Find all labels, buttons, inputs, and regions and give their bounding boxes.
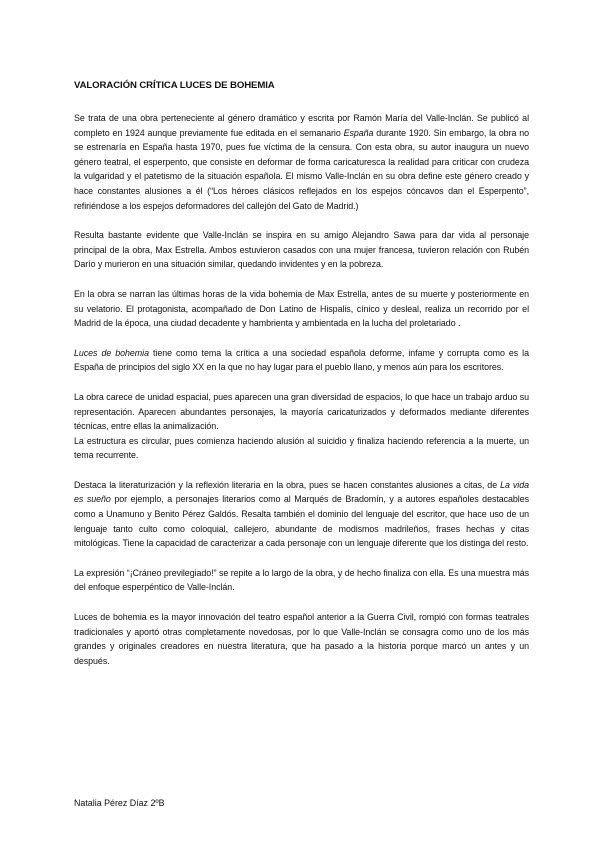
document-title: VALORACIÓN CRÍTICA LUCES DE BOHEMIA xyxy=(74,80,275,91)
paragraph-expression: La expresión “¡Cráneo previlegiado!” se repite a lo largo de la obra, y de hecho finaliza con ella. Es una muestra más del enfoque esperpéntico de Valle-Inclán. xyxy=(74,567,529,593)
italic-text: Luces de bohemia xyxy=(74,347,149,358)
paragraph-plot: En la obra se narran las últimas horas de la vida bohemia de Max Estrella, antes de su muerte y posteriormente en su velatorio. El protagonista, acompañado de Don Latino de Hispalis, cínico y desleal, realiza un recorrido por el Madrid de la época, una ciudad decadente y hambrienta y ambientada en la lucha del proletariado . xyxy=(74,288,529,329)
paragraph-introduction xyxy=(74,111,529,213)
italic-text: España xyxy=(343,127,374,138)
paragraph-text: Se trata de una obra perteneciente al género dramático y escrita por Ramón María del Valle-Inclán. Se publicó al completo en 1924 aunque previamente fue editada en el semanario xyxy=(74,113,529,138)
document-body xyxy=(74,80,529,683)
italic-text: La vida es sueño xyxy=(74,479,529,505)
paragraph-text: por ejemplo, a personajes literarios como al Marqués de Bradomín, y a autores españoles destacables como a Unamuno y Benito Pérez Galdós. Resalta también el dominio del lenguaje del escritor, que hace uso de un lenguaje tanto culto como coloquial, callejero, abundante de modismos madrileños, frases hechas y citas mitológicas. Tiene la capacidad de caracterizar a cada personaje con un lenguaje diferente que los distinga del resto. xyxy=(74,494,529,549)
paragraph-inspiration: Resulta bastante evidente que Valle-Inclán se inspira en su amigo Alejandro Sawa para dar vida al personaje principal de la obra, Max Estrella. Ambos estuvieron casados con una mujer francesa, tuvieron relación con Rubén Darío y murieron en una situación similar, quedando invidentes y en la pobreza. xyxy=(74,230,529,270)
paragraph-conclusion: Luces de bohemia es la mayor innovación del teatro español anterior a la Guerra Civil, rompió con formas teatrales tradicionales y aportó otras completamente novedosas, por lo que Valle-Inclán se consagra como uno de los más grandes y originales creadores en nuestra literatura, que ha pasado a la historia porque marcó un antes y un después. xyxy=(74,612,529,666)
paragraph-language xyxy=(74,478,529,551)
paragraph-space: La obra carece de unidad espacial, pues aparecen una gran diversidad de espacios, lo que hace un trabajo arduo su representación. Aparecen abundantes personajes, la mayoría caricaturizados y deformados mediante diferentes técnicas, entre ellas la animalización. xyxy=(74,391,529,432)
footer-author: Natalia Pérez Díaz 2ºB xyxy=(74,798,165,808)
paragraph-text: durante 1920. Sin embargo, la obra no se estrenaría en España hasta 1970, pues fue víctima de la censura. Con esta obra, su autor inaugura un nuevo género teatral, el esperpento, que consiste en deformar de forma caricaturesca la realidad para criticar con crudeza la vulgaridad y el patetismo de la situación española. El mismo Valle-Inclán en su obra define este género creado y hace constantes alusiones a él (“Los héroes clásicos reflejados en los espejos cóncavos dan el Esperpento”, refiriéndose a los espejos deformadores del callejón del Gato de Madrid.) xyxy=(74,127,529,211)
paragraph-text: tiene como tema la crítica a una sociedad española deforme, infame y corrupta como es la España de principios del siglo XX en la que no hay lugar para el pueblo llano, y menos aún para los escritores. xyxy=(74,347,529,373)
paragraph-theme xyxy=(74,346,529,375)
paragraph-structure: La estructura es circular, pues comienza haciendo alusión al suicidio y finaliza haciendo referencia a la muerte, un tema recurrente. xyxy=(74,435,529,461)
paragraph-text: Destaca la literaturización y la reflexión literaria en la obra, pues se hacen constantes alusiones a citas, de xyxy=(74,479,501,490)
